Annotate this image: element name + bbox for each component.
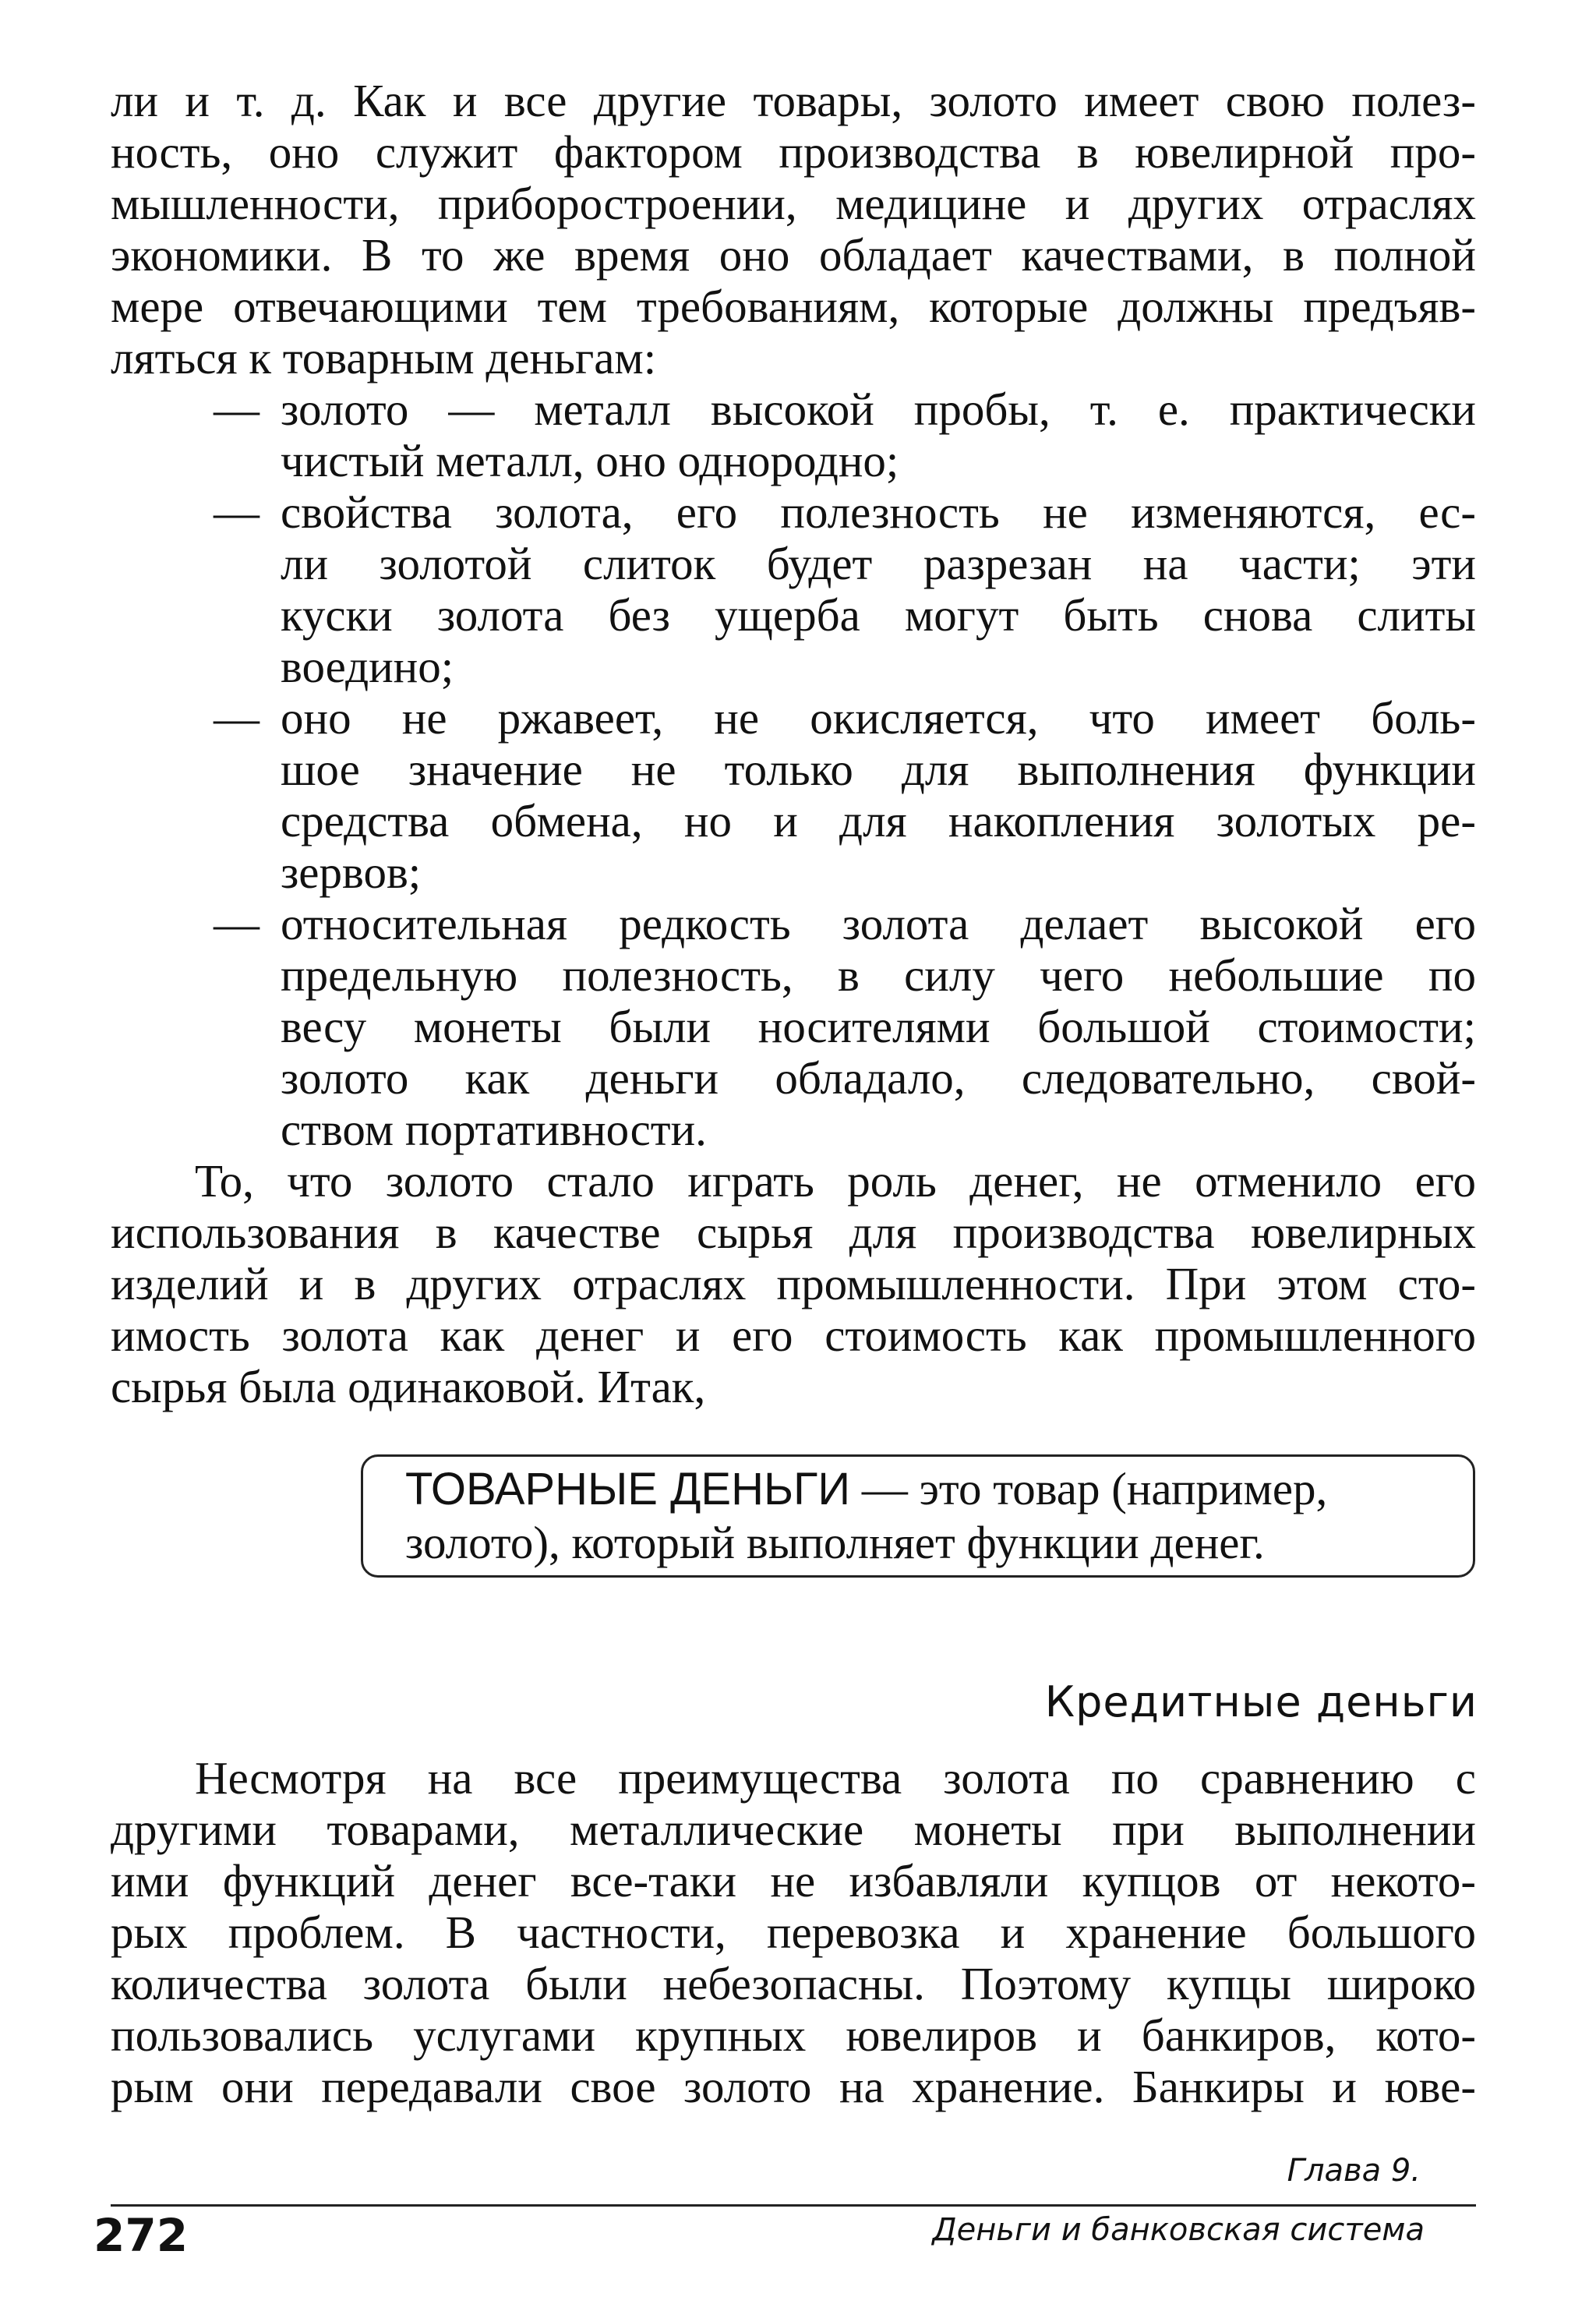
page-number: 272 (94, 2209, 189, 2262)
text-line: чистый металл, оно однородно; (281, 435, 899, 486)
list-item (111, 383, 1476, 486)
text-line: ли и т. д. Как и все другие товары, золото имеет свою полез- (111, 75, 1476, 126)
bullet-dash: — (214, 486, 260, 538)
definition-term: ТОВАРНЫЕ ДЕНЬГИ (405, 1464, 851, 1514)
definition-line: золото), который выполняет функции денег. (405, 1517, 1265, 1568)
text-line: ляться к товарным деньгам: (111, 332, 657, 383)
running-head-title: Деньги и банковская система (932, 2212, 1425, 2248)
text-line: другими товарами, металлические монеты при выполнении (111, 1804, 1476, 1855)
text-line: экономики. В то же время оно обладает качествами, в полной (111, 229, 1476, 281)
text-line: куски золота без ущерба могут быть снова слиты (281, 589, 1476, 641)
bullet-dash: — (214, 383, 260, 435)
text-line: шое значение не только для выполнения функции (281, 744, 1476, 795)
text-line: ими функций денег все-таки не избавляли купцов от некото- (111, 1855, 1476, 1907)
text-line: оно не ржавеет, не окисляется, что имеет боль- (281, 692, 1476, 744)
list-item (111, 692, 1476, 898)
text-line: золото как деньги обладало, следовательно, свой- (281, 1052, 1476, 1104)
text-line: Несмотря на все преимущества золота по сравнению с (195, 1752, 1476, 1804)
text-line: изделий и в других отраслях промышленности. При этом сто- (111, 1258, 1476, 1309)
section-heading: Кредитные деньги (1044, 1677, 1478, 1726)
text-line: средства обмена, но и для накопления золотых ре- (281, 795, 1476, 846)
definition-text (405, 1462, 1442, 1569)
text-line: свойства золота, его полезность не изменяются, ес- (281, 486, 1476, 538)
text-line: ли золотой слиток будет разрезан на части; эти (281, 538, 1476, 589)
list-item (111, 898, 1476, 1155)
text-line: предельную полезность, в силу чего небольшие по (281, 949, 1476, 1001)
text-line: ством портативности. (281, 1104, 707, 1155)
paragraph-credit-money (111, 1752, 1476, 2112)
text-line: мышленности, приборостроении, медицине и других отраслях (111, 178, 1476, 229)
text-line: весу монеты были носителями большой стоимости; (281, 1001, 1476, 1052)
text-line: имость золота как денег и его стоимость как промышленного (111, 1309, 1476, 1361)
text-line: мере отвечающими тем требованиям, которые должны предъяв- (111, 281, 1476, 332)
text-line: воедино; (281, 641, 454, 692)
text-line: использования в качестве сырья для производства ювелирных (111, 1207, 1476, 1258)
footer-divider (111, 2204, 1476, 2207)
paragraph-gold-properties (111, 75, 1476, 383)
text-line: зервов; (281, 846, 422, 898)
bullet-list (111, 383, 1476, 1155)
text-line: относительная редкость золота делает высокой его (281, 898, 1476, 949)
text-line: То, что золото стало играть роль денег, не отменило его (195, 1155, 1476, 1207)
bullet-dash: — (214, 898, 260, 949)
definition-line (405, 1462, 1442, 1516)
definition-rest: — это товар (например, (850, 1463, 1328, 1514)
text-line: количества золота были небезопасны. Поэтому купцы широко (111, 1958, 1476, 2009)
text-line: сырья была одинаковой. Итак, (111, 1361, 706, 1412)
text-line: золото — металл высокой пробы, т. е. практически (281, 383, 1476, 435)
paragraph-gold-as-money (111, 1155, 1476, 1412)
text-line: ность, оно служит фактором производства в ювелирной про- (111, 126, 1476, 178)
text-line: пользовались услугами крупных ювелиров и банкиров, кото- (111, 2009, 1476, 2061)
running-head-chapter: Глава 9. (1287, 2153, 1421, 2189)
bullet-dash: — (214, 692, 260, 744)
text-line: рым они передавали свое золото на хранение. Банкиры и юве- (111, 2061, 1476, 2112)
list-item (111, 486, 1476, 692)
text-line: рых проблем. В частности, перевозка и хранение большого (111, 1907, 1476, 1958)
